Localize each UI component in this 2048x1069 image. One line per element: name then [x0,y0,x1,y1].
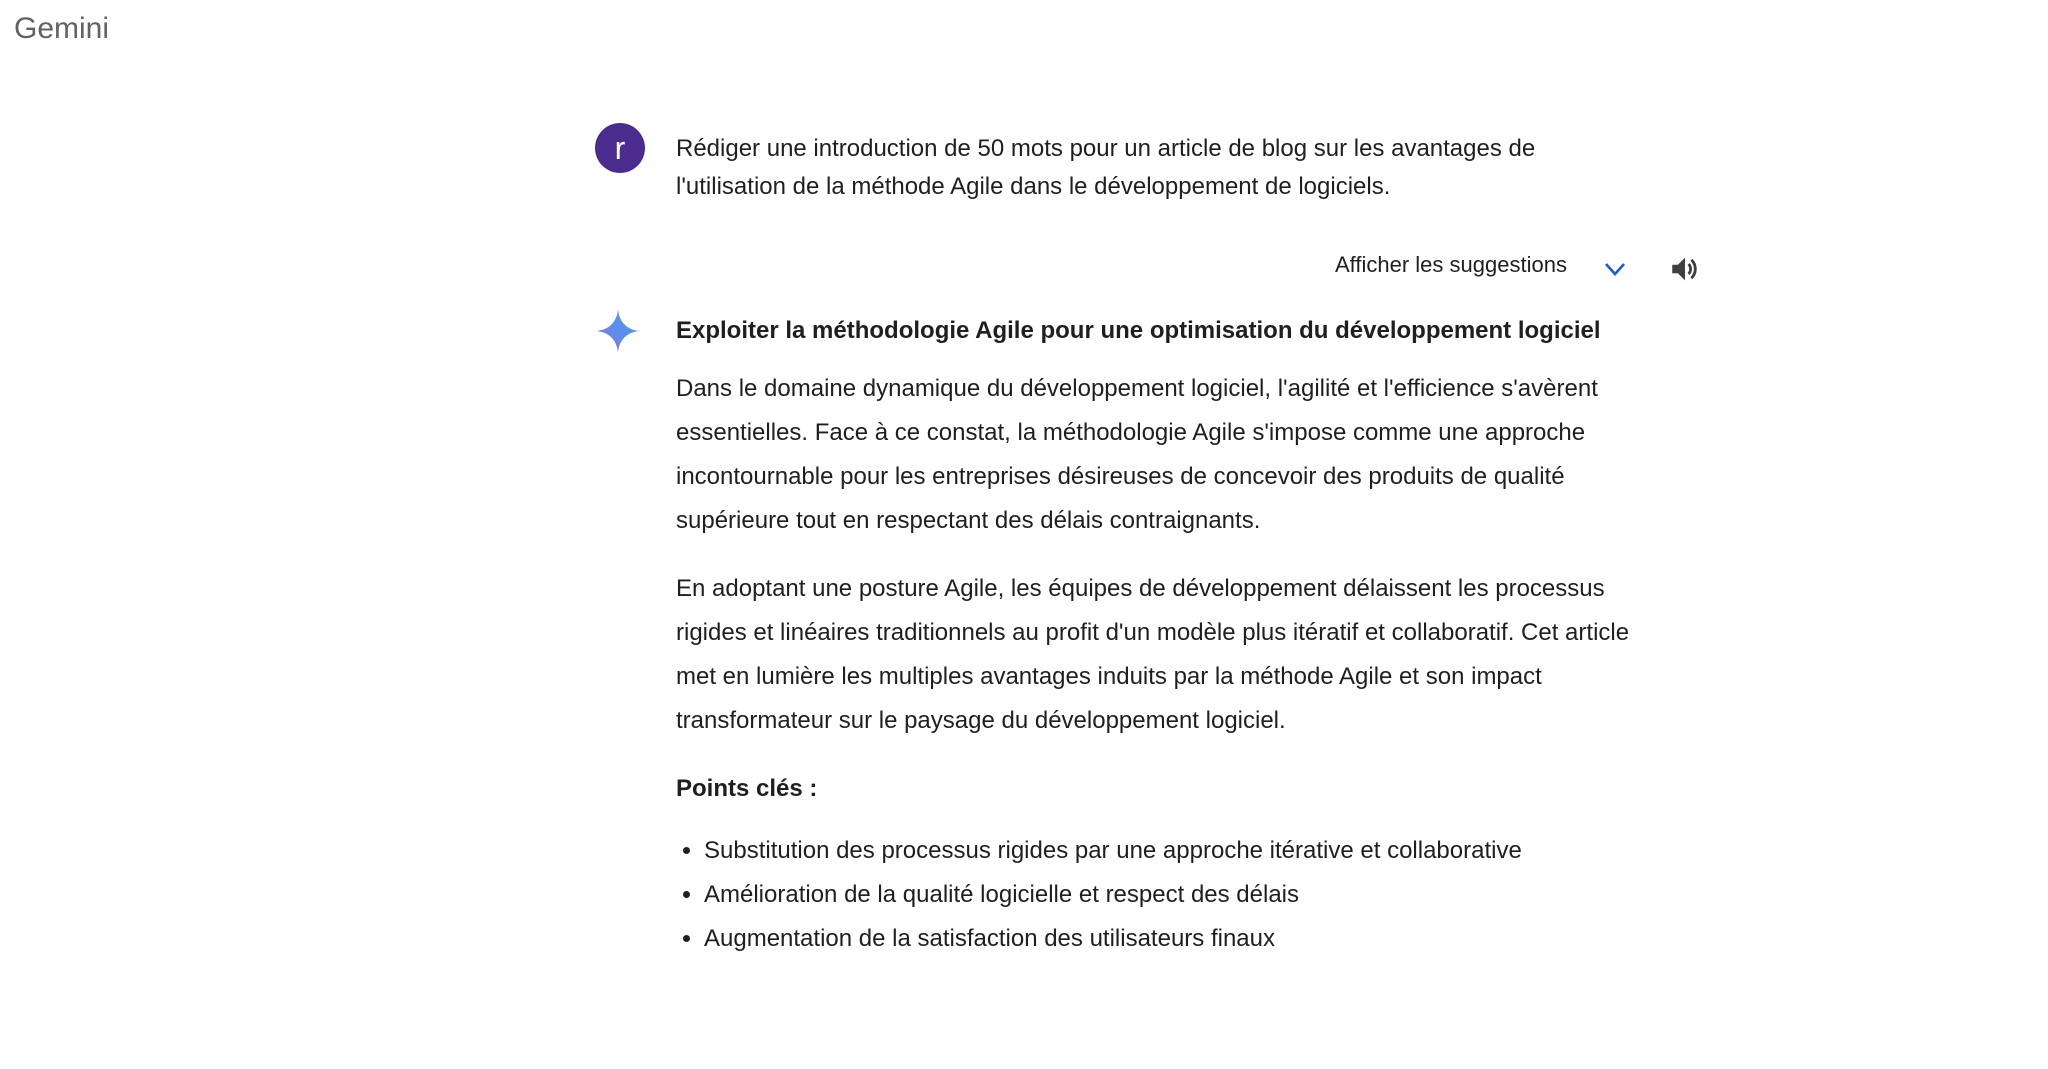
list-item: • Amélioration de la qualité logicielle et respect des délais [704,873,1646,917]
show-suggestions-label: Afficher les suggestions [1335,252,1567,277]
response-paragraph: En adoptant une posture Agile, les équipes de développement délaissent les processus rigides et linéaires traditionnels au profit d'un modèle plus itératif et collaboratif. Cet article met en lumière les multiples avantages induits par la méthode Agile et son impact transformateur sur le paysage du développement logiciel. [676,575,1630,734]
gemini-sparkle-icon [594,307,642,355]
list-item: • Substitution des processus rigides par une approche itérative et collaborative [704,829,1646,873]
response-paragraph: Dans le domaine dynamique du développement logiciel, l'agilité et l'efficience s'avèrent essentielles. Face à ce constat, la méthodologie Agile s'impose comme une approche incontournable pour les entreprises désireuses de concevoir des produits de qualité supérieure tout en respectant des délais contraignants. [676,375,1598,534]
list-item: • Augmentation de la satisfaction des utilisateurs finaux [704,917,1646,961]
chevron-down-icon[interactable] [1600,256,1630,282]
response-title: Exploiter la méthodologie Agile pour une optimisation du développement logiciel [676,317,1601,344]
user-avatar [595,123,645,173]
key-points-list [676,829,1646,961]
avatar-letter: r [614,129,626,166]
speaker-icon[interactable] [1668,252,1702,286]
show-suggestions-button[interactable] [1335,252,1567,278]
key-points-title: Points clés : [676,775,818,802]
user-prompt: Rédiger une introduction de 50 mots pour un article de blog sur les avantages de l'utilisation de la méthode Agile dans le développement de logiciels. [676,135,1536,200]
response [676,312,1646,961]
app-title: Gemini [14,12,110,45]
